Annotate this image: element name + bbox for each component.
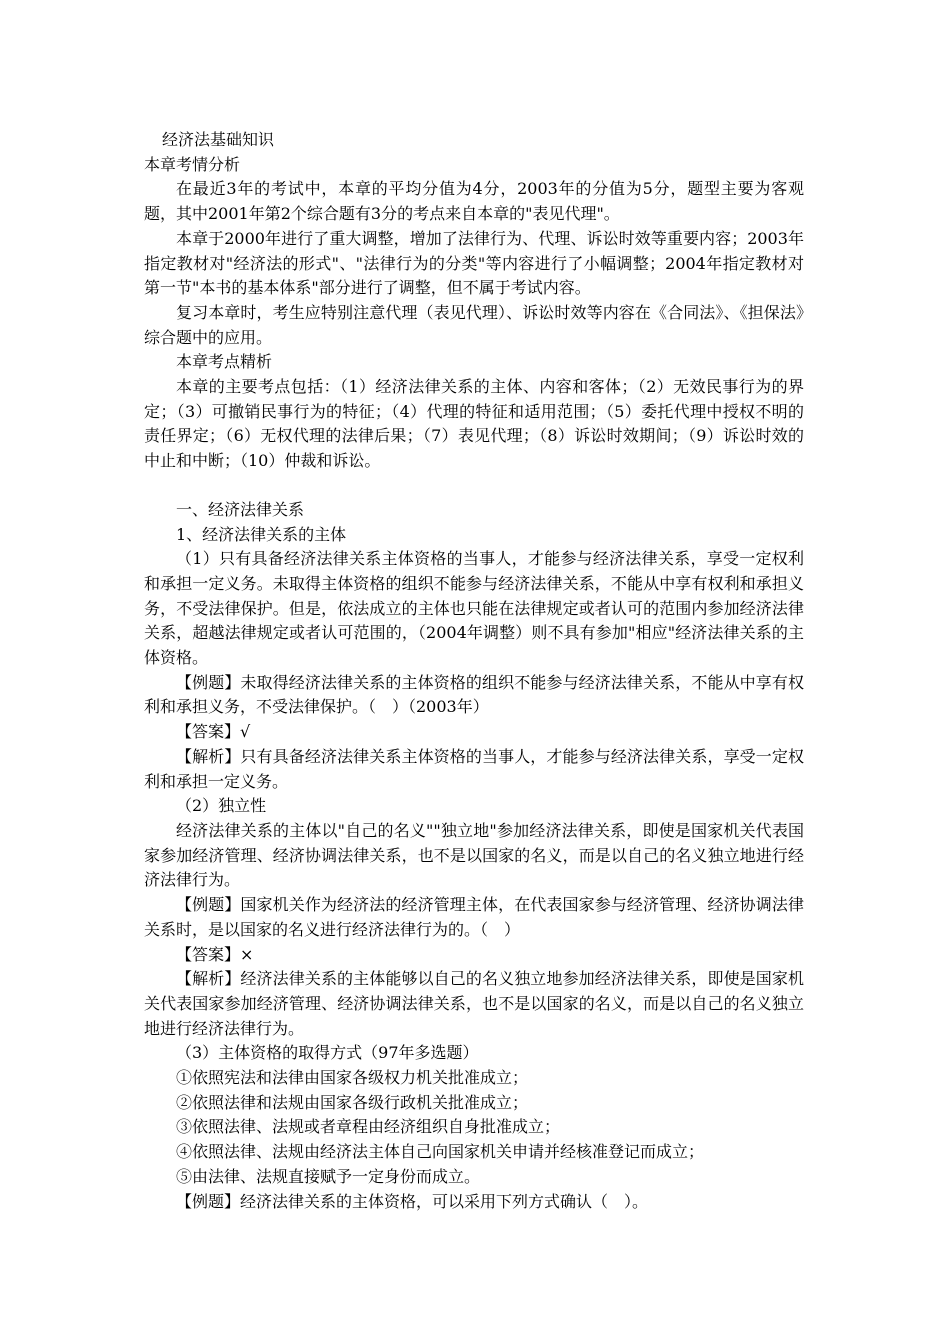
section-heading-analysis: 本章考情分析 (144, 154, 241, 174)
paragraph: 复习本章时，考生应特别注意代理（表见代理）、诉讼时效等内容在《合同法》、《担保法》综合题中的应用。 (144, 302, 804, 347)
heading-level-3: （3）主体资格的取得方式（97年多选题） (176, 1043, 479, 1063)
document-body (144, 128, 804, 1214)
example-question: 【例题】国家机关作为经济法的经济管理主体，在代表国家参与经济管理、经济协调法律关系时，是以国家的名义进行经济法律行为的。（ ） (144, 895, 804, 939)
heading-level-2: 1、经济法律关系的主体 (176, 524, 347, 544)
section-heading-points: 本章考点精析 (176, 352, 273, 372)
spacer (144, 474, 804, 498)
list-item: ②依照法律和法规由国家各级行政机关批准成立； (176, 1092, 529, 1112)
list-item: ①依照宪法和法律由国家各级权力机关批准成立； (176, 1068, 529, 1088)
answer: 【答案】√ (176, 722, 251, 742)
paragraph: （1）只有具备经济法律关系主体资格的当事人，才能参与经济法律关系，享受一定权利和承担一定义务。未取得主体资格的组织不能参与经济法律关系，不能从中享有权利和承担义务，不受法律保护。但是，依法成立的主体也只能在法律规定或者认可的范围内参加经济法律关系，超越法律规定或者认可范围的，（2004年调整）则不具有参加"相应"经济法律关系的主体资格。 (144, 549, 804, 668)
paragraph: 本章的主要考点包括：（1）经济法律关系的主体、内容和客体；（2）无效民事行为的界定；（3）可撤销民事行为的特征；（4）代理的特征和适用范围；（5）委托代理中授权不明的责任界定；（6）无权代理的法律后果；（7）表见代理；（8）诉讼时效期间；（9）诉讼时效的中止和中断；（10）仲裁和诉讼。 (144, 377, 804, 471)
explanation: 【解析】只有具备经济法律关系主体资格的当事人，才能参与经济法律关系，享受一定权利和承担一定义务。 (144, 746, 804, 791)
paragraph: 在最近3年的考试中，本章的平均分值为4分，2003年的分值为5分，题型主要为客观题，其中2001年第2个综合题有3分的考点来自本章的"表见代理"。 (144, 179, 804, 224)
explanation: 【解析】经济法律关系的主体能够以自己的名义独立地参加经济法律关系，即使是国家机关代表国家参加经济管理、经济协调法律关系，也不是以国家的名义，而是以自己的名义独立地进行经济法律行为。 (144, 969, 804, 1038)
paragraph: 本章于2000年进行了重大调整，增加了法律行为、代理、诉讼时效等重要内容；2003年指定教材对"经济法的形式"、"法律行为的分类"等内容进行了小幅调整；2004年指定教材对第一节"本书的基本体系"部分进行了调整，但不属于考试内容。 (144, 228, 804, 298)
heading-level-1: 一、经济法律关系 (176, 499, 305, 519)
example-question: 【例题】未取得经济法律关系的主体资格的组织不能参与经济法律关系，不能从中享有权利和承担义务，不受法律保护。（ ）（2003年） (144, 672, 804, 717)
answer: 【答案】× (176, 944, 254, 964)
heading-level-3: （2）独立性 (176, 796, 267, 816)
example-question: 【例题】经济法律关系的主体资格，可以采用下列方式确认（ ）。 (176, 1191, 649, 1211)
list-item: ③依照法律、法规或者章程由经济组织自身批准成立； (176, 1117, 561, 1137)
document-title: 经济法基础知识 (162, 130, 275, 149)
list-item: ⑤由法律、法规直接赋予一定身份而成立。 (176, 1166, 481, 1186)
paragraph: 经济法律关系的主体以"自己的名义""独立地"参加经济法律关系，即使是国家机关代表国家参加经济管理、经济协调法律关系，也不是以国家的名义，而是以自己的名义独立地进行经济法律行为。 (144, 820, 804, 890)
list-item: ④依照法律、法规由经济法主体自己向国家机关申请并经核准登记而成立； (176, 1142, 705, 1162)
